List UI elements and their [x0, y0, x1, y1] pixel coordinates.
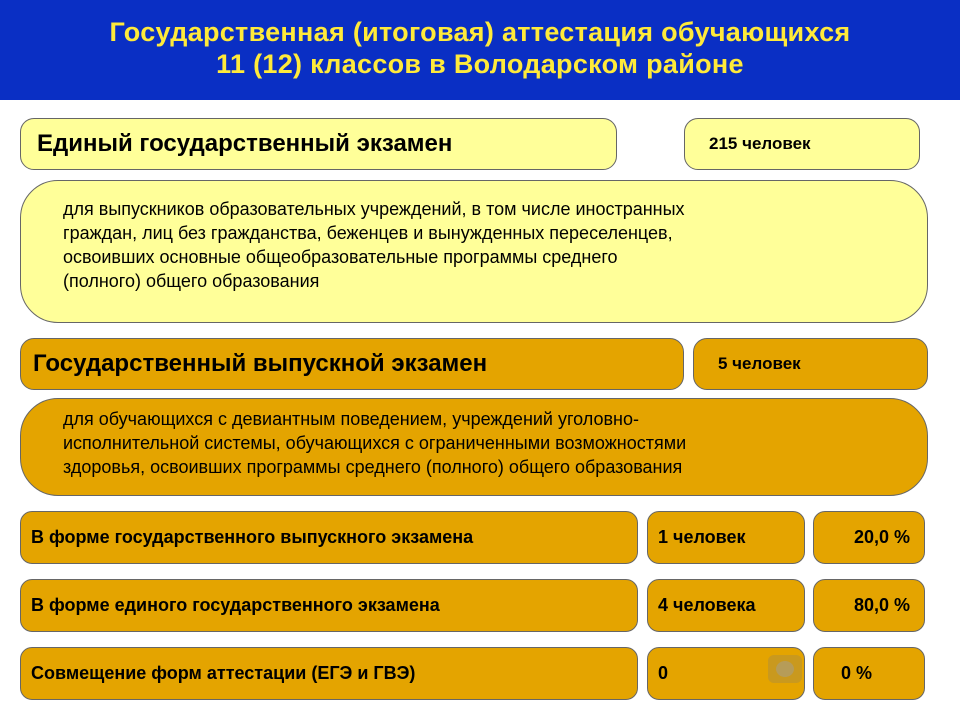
- row-gve-form-percent: [813, 511, 925, 564]
- ege-description-line: для выпускников образовательных учреждений, в том числе иностранных: [63, 199, 685, 219]
- row-ege-form-count: [647, 579, 805, 632]
- gve-description-line: для обучающихся с девиантным поведением, учреждений уголовно-: [63, 409, 639, 429]
- header-title-line-1: Государственная (итоговая) аттестация обучающихся: [109, 17, 851, 47]
- row-percent: 0 %: [840, 663, 872, 683]
- gve-title: Государственный выпускной экзамен: [33, 350, 488, 377]
- header-title-line-2: 11 (12) классов в Володарском районе: [216, 49, 744, 79]
- gve-description-box: [20, 398, 928, 496]
- row-count: 4 человека: [658, 595, 756, 615]
- page-header: [0, 0, 960, 100]
- watermark-icon: [768, 655, 802, 683]
- row-gve-form-label: [20, 511, 638, 564]
- gve-description-line: исполнительной системы, обучающихся с ограниченными возможностями: [63, 433, 687, 453]
- gve-count-box: [693, 338, 928, 390]
- gve-count: 5 человек: [718, 354, 801, 373]
- row-gve-form-count: [647, 511, 805, 564]
- ege-description-box: [20, 180, 928, 323]
- row-label: Совмещение форм аттестации (ЕГЭ и ГВЭ): [31, 663, 416, 683]
- gve-description-line: здоровья, освоивших программы среднего (полного) общего образования: [63, 457, 683, 477]
- row-percent: 20,0 %: [853, 527, 910, 547]
- row-combined-form-percent: [813, 647, 925, 700]
- ege-title: Единый государственный экзамен: [37, 130, 453, 157]
- row-combined-form-label: [20, 647, 638, 700]
- ege-description-line: (полного) общего образования: [63, 271, 320, 291]
- row-count: 1 человек: [658, 527, 746, 547]
- ege-count: 215 человек: [709, 134, 811, 153]
- ege-count-box: [684, 118, 920, 170]
- ege-description-line: граждан, лиц без гражданства, беженцев и вынужденных переселенцев,: [63, 223, 673, 243]
- row-label: В форме государственного выпускного экзамена: [31, 527, 474, 547]
- row-label: В форме единого государственного экзамена: [31, 595, 440, 615]
- row-count: 0: [658, 663, 669, 683]
- row-ege-form-percent: [813, 579, 925, 632]
- gve-title-box: [20, 338, 684, 390]
- row-ege-form-label: [20, 579, 638, 632]
- ege-title-box: [20, 118, 617, 170]
- ege-description-line: освоивших основные общеобразовательные программы среднего: [63, 247, 618, 267]
- row-percent: 80,0 %: [853, 595, 910, 615]
